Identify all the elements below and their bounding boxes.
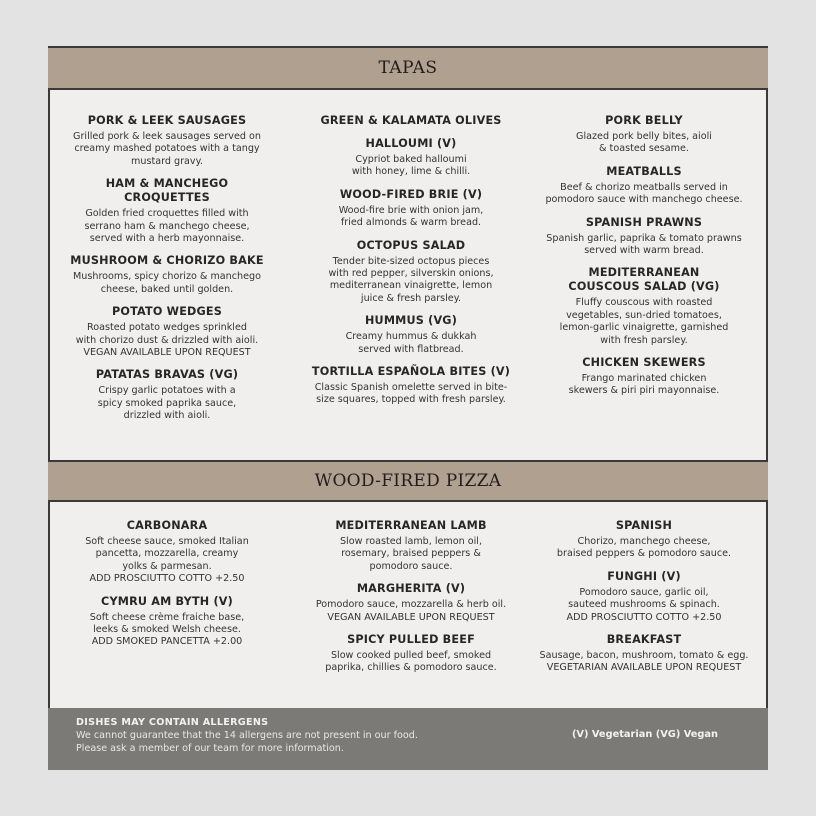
- item-description-line: serrano ham & manchego cheese,: [84, 220, 250, 232]
- item-description-line: Spanish garlic, paprika & tomato prawns: [546, 232, 742, 244]
- item-description-line: Roasted potato wedges sprinkled: [87, 322, 247, 334]
- menu-item: [64, 595, 270, 649]
- item-description-line: vegetables, sun-dried tomatoes,: [566, 309, 722, 321]
- item-description-line: Glazed pork belly bites, aioli: [576, 131, 712, 142]
- item-description-line: pomodoro sauce.: [369, 560, 453, 572]
- item-description-line: fried almonds & warm bread.: [340, 217, 482, 229]
- item-description-line: served with a herb mayonnaise.: [89, 233, 245, 245]
- item-description-line: rosemary, braised peppers &: [341, 548, 481, 560]
- item-description-line: Frango marinated chicken: [581, 373, 707, 385]
- item-description-line: size squares, topped with fresh parsley.: [316, 394, 506, 406]
- item-description-line: Crispy garlic potatoes with a: [98, 385, 236, 397]
- item-name: HAM & MANCHEGO CROQUETTES: [105, 177, 229, 205]
- menu-item: [64, 114, 270, 168]
- item-description-line: Soft cheese sauce, smoked Italian: [85, 536, 249, 547]
- allergen-notice-line-2: Please ask a member of our team for more information.: [76, 743, 344, 754]
- item-name: POTATO WEDGES: [111, 305, 223, 319]
- item-description-line: Beef & chorizo meatballs served in: [560, 181, 728, 193]
- dietary-key: (V) Vegetarian (VG) Vegan: [571, 729, 718, 740]
- pizza-column-2: [304, 519, 518, 684]
- item-name: MUSHROOM & CHORIZO BAKE: [70, 254, 264, 268]
- item-description-line: Slow roasted lamb, lemon oil,: [339, 536, 483, 547]
- item-name: PORK & LEEK SAUSAGES: [87, 114, 247, 127]
- menu-item: [526, 266, 762, 347]
- item-description-line: Slow cooked pulled beef, smoked: [330, 650, 492, 662]
- item-name: [526, 266, 762, 294]
- menu-item: [304, 137, 518, 179]
- item-description-line: mediterranean vinaigrette, lemon: [329, 280, 493, 292]
- item-description-line: with chorizo dust & drizzled with aioli.: [75, 334, 259, 346]
- item-description-line: Sausage, bacon, mushroom, tomato & egg.: [539, 650, 749, 662]
- item-description-line: pancetta, mozzarella, creamy: [95, 548, 239, 560]
- item-description-line: served with warm bread.: [584, 245, 704, 257]
- item-description-line: VEGETARIAN AVAILABLE UPON REQUEST: [546, 662, 742, 674]
- item-description-line: mustard gravy.: [131, 155, 203, 167]
- menu-item: [304, 365, 518, 407]
- item-name: MARGHERITA (V): [356, 582, 466, 596]
- allergen-heading: DISHES MAY CONTAIN ALLERGENS: [76, 717, 269, 728]
- item-name: PATATAS BRAVAS (VG): [95, 368, 239, 382]
- menu-item: [526, 519, 762, 561]
- menu-item: [526, 633, 762, 675]
- item-name: TORTILLA ESPAÑOLA BITES (V): [311, 365, 511, 379]
- item-description-line: with honey, lime & chilli.: [351, 166, 471, 178]
- menu-item: [304, 633, 518, 675]
- item-description-line: Creamy hummus & dukkah: [345, 331, 477, 343]
- item-description-line: Fluffy couscous with roasted: [575, 297, 713, 309]
- item-description-line: with red pepper, silverskin onions,: [328, 268, 494, 280]
- item-description-line: served with flatbread.: [358, 343, 464, 355]
- item-name: CYMRU AM BYTH (V): [101, 594, 233, 608]
- item-description-line: & toasted sesame.: [599, 143, 689, 155]
- menu-item: [304, 114, 518, 128]
- item-description-line: Chorizo, manchego cheese,: [577, 536, 711, 547]
- item-description-line: Soft cheese crème fraiche base,: [89, 611, 245, 623]
- item-description-line: ADD SMOKED PANCETTA +2.00: [91, 636, 243, 648]
- tapas-heading: TAPAS: [48, 46, 768, 90]
- item-description-line: spicy smoked paprika sauce,: [97, 397, 237, 409]
- item-description-line: with fresh parsley.: [600, 334, 688, 346]
- pizza-heading: WOOD-FIRED PIZZA: [48, 460, 768, 502]
- menu-item: [526, 165, 762, 207]
- pizza-column-1: [64, 519, 270, 658]
- item-description-line: Classic Spanish omelette served in bite-: [314, 382, 508, 394]
- item-name: HUMMUS (VG): [364, 314, 458, 328]
- item-description-line: juice & fresh parsley.: [360, 292, 462, 304]
- menu-item: [304, 519, 518, 573]
- tapas-column-2: [304, 114, 518, 416]
- item-description-line: Pomodoro sauce, mozzarella & herb oil.: [315, 599, 507, 611]
- item-description-line: ADD PROSCIUTTO COTTO +2.50: [89, 573, 245, 585]
- menu-item: [64, 254, 270, 296]
- item-name-line: MEDITERRANEAN: [588, 266, 700, 280]
- item-description-line: pomodoro sauce with manchego cheese.: [545, 194, 743, 206]
- item-description-line: cheese, baked until golden.: [100, 283, 234, 295]
- menu-item: [304, 188, 518, 230]
- item-name: SPICY PULLED BEEF: [347, 633, 475, 647]
- item-description-line: lemon-garlic vinaigrette, garnished: [559, 322, 729, 334]
- item-name: BREAKFAST: [606, 633, 682, 647]
- tapas-column-3: [526, 114, 762, 407]
- item-description-line: drizzled with aioli.: [123, 410, 211, 422]
- item-description-line: yolks & parmesan.: [122, 560, 212, 572]
- item-name: FUNGHI (V): [607, 569, 681, 583]
- menu-item: [64, 177, 270, 245]
- menu-item: [526, 570, 762, 624]
- item-description-line: Cypriot baked halloumi: [355, 154, 467, 165]
- menu-item: [64, 368, 270, 422]
- item-description-line: ADD PROSCIUTTO COTTO +2.50: [566, 611, 722, 623]
- item-description-line: creamy mashed potatoes with a tangy: [74, 143, 260, 155]
- item-name: SPANISH PRAWNS: [585, 215, 703, 229]
- item-name: GREEN & KALAMATA OLIVES: [320, 114, 502, 127]
- item-name: CARBONARA: [126, 519, 208, 532]
- menu-card: [48, 46, 768, 770]
- item-name: SPANISH: [615, 519, 673, 532]
- item-name: PORK BELLY: [605, 114, 683, 127]
- menu-item: [64, 305, 270, 359]
- item-description-line: VEGAN AVAILABLE UPON REQUEST: [83, 347, 251, 359]
- item-name-line: COUSCOUS SALAD (VG): [568, 280, 720, 294]
- item-name: MEATBALLS: [606, 164, 682, 178]
- item-description-line: Grilled pork & leek sausages served on: [73, 131, 261, 142]
- menu-item: [64, 519, 270, 586]
- item-description-line: Mushrooms, spicy chorizo & manchego: [73, 271, 261, 283]
- menu-item: [526, 356, 762, 398]
- item-description-line: skewers & piri piri mayonnaise.: [568, 385, 720, 397]
- menu-item: [526, 216, 762, 258]
- item-name: HALLOUMI (V): [365, 137, 457, 150]
- item-description-line: Wood-fire brie with onion jam,: [338, 204, 484, 216]
- item-description-line: Tender bite-sized octopus pieces: [332, 255, 490, 267]
- item-description-line: leeks & smoked Welsh cheese.: [93, 624, 241, 636]
- menu-item: [526, 114, 762, 156]
- allergen-footer: [48, 708, 768, 770]
- item-description-line: Golden fried croquettes filled with: [85, 208, 249, 220]
- menu-item: [304, 314, 518, 356]
- item-description-line: Pomodoro sauce, garlic oil,: [579, 586, 709, 598]
- pizza-column-3: [526, 519, 762, 684]
- item-name: CHICKEN SKEWERS: [582, 356, 706, 370]
- item-name: OCTOPUS SALAD: [356, 238, 466, 252]
- item-name: WOOD-FIRED BRIE (V): [339, 187, 483, 201]
- item-description-line: sauteed mushrooms & spinach.: [568, 599, 720, 611]
- allergen-notice-line-1: We cannot guarantee that the 14 allergens are not present in our food.: [76, 730, 418, 741]
- menu-item: [304, 239, 518, 306]
- tapas-column-1: [64, 114, 270, 432]
- item-description-line: paprika, chillies & pomodoro sauce.: [325, 662, 497, 674]
- item-description-line: VEGAN AVAILABLE UPON REQUEST: [327, 611, 495, 623]
- item-name: MEDITERRANEAN LAMB: [335, 519, 487, 532]
- item-description-line: braised peppers & pomodoro sauce.: [556, 548, 732, 560]
- menu-item: [304, 582, 518, 624]
